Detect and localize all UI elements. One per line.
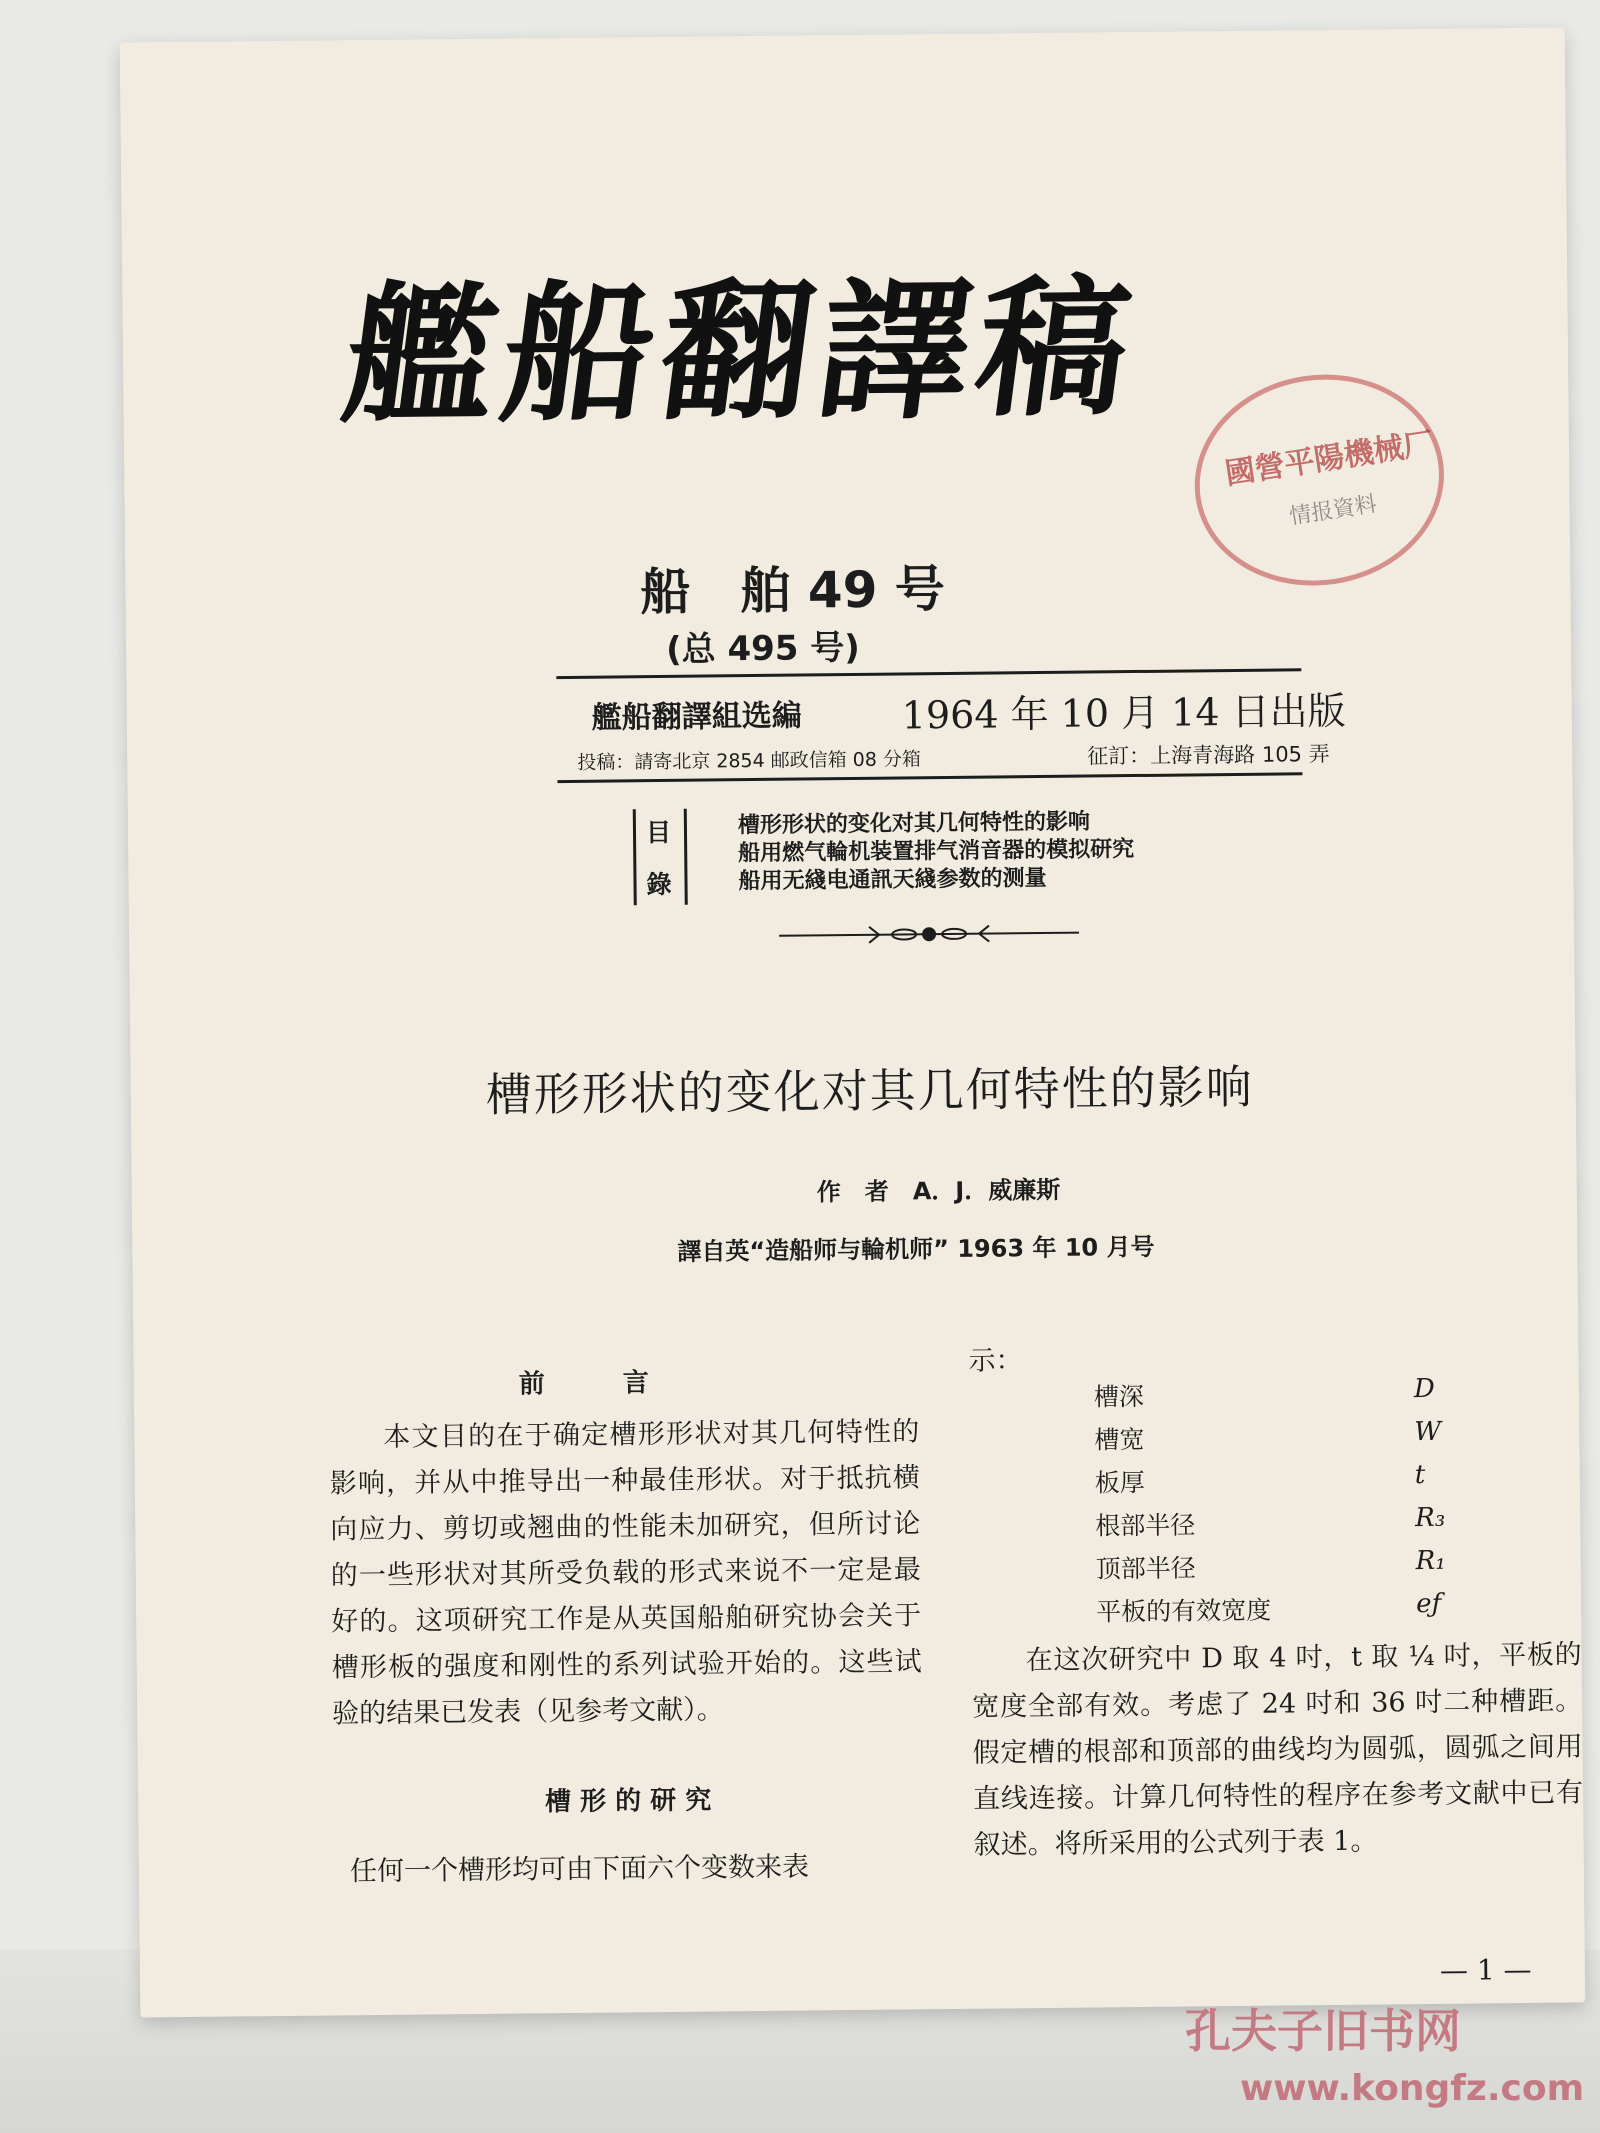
study-paragraph: 任何一个槽形均可由下面六个变数来表 [349, 1851, 810, 1888]
variable-name: 平板的有效宽度 [1096, 1595, 1272, 1627]
variable-symbol: D [1413, 1373, 1435, 1405]
variable-name: 板厚 [1094, 1467, 1146, 1498]
stamp-text: 國營平陽機械厂 [1222, 425, 1436, 492]
toc-item: 船用燃气輪机装置排气消音器的模拟研究 [738, 837, 1135, 867]
watermark-url: www.kongfz.com [1240, 2068, 1585, 2109]
issue-total: (总 495 号) [665, 627, 861, 670]
right-column [971, 1632, 1583, 1868]
ornament-divider [779, 913, 1079, 956]
article-source: 譯自英“造船师与輪机师” 1963 年 10 月号 [677, 1232, 1155, 1266]
toc-label-box [633, 809, 688, 906]
toc-label-bottom: 錄 [646, 869, 672, 900]
article-author: 作 者 A．J．威廉斯 [816, 1175, 1061, 1207]
variable-name: 根部半径 [1095, 1510, 1196, 1541]
preface-paragraph: 本文目的在于确定槽形形状对其几何特性的影响，并从中推导出一种最佳形状。对于抵抗横向应力、剪切或翘曲的性能未加研究，但所讨论的一些形状对其所受负载的形式来说不一定是最好的。这项研究工作是从英国船舶研究协会关于槽形板的强度和刚性的系列试验开始的。这些试验的结果已发表（见参考文献）。 [329, 1416, 922, 1730]
variable-symbol: R₃ [1415, 1502, 1446, 1534]
preface-heading: 前 言 [518, 1368, 649, 1400]
submission-address: 投稿：請寄北京 2854 邮政信箱 08 分箱 [577, 748, 922, 774]
page-number: — 1 — [1439, 1952, 1532, 1987]
variable-symbol: R₁ [1415, 1545, 1446, 1577]
toc-item: 槽形形状的变化对其几何特性的影响 [737, 809, 1091, 839]
library-stamp [1180, 358, 1459, 603]
left-column [329, 1409, 924, 1895]
right-paragraph: 在这次研究中 D 取 4 吋，t 取 ¼ 吋，平板的宽度全部有效。考虑了 24 吋和 36 吋二种槽距。假定槽的根部和顶部的曲线均为圆弧，圆弧之间用直线连接。计算几何特性的程序在参考文献中已有叙述。将所采用的公式列于表 1。 [972, 1639, 1584, 1861]
variable-name: 槽深 [1093, 1381, 1145, 1412]
study-heading: 槽 形 的 研 究 [544, 1785, 712, 1818]
toc-label-top: 目 [645, 817, 672, 848]
variable-symbol: eƒ [1415, 1588, 1442, 1620]
article-title: 槽形形状的变化对其几何特性的影响 [485, 1059, 1254, 1122]
stamp-subtext: 情报資料 [1287, 491, 1379, 530]
issue-number: 船 舶 49 号 [640, 560, 946, 622]
variable-name: 顶部半径 [1095, 1553, 1196, 1584]
document-page [120, 27, 1586, 2017]
toc-item: 船用无綫电通訊天綫参数的测量 [738, 865, 1047, 895]
masthead-title: 艦船翻譯稿 [334, 261, 1148, 445]
variable-name: 槽宽 [1094, 1424, 1145, 1455]
publish-date: 1964 年 10 月 14 日出版 [901, 688, 1346, 738]
publisher: 艦船翻譯組选編 [591, 698, 802, 736]
watermark-text: 孔夫子旧书网 [1185, 2004, 1461, 2058]
continuation-text: 示： [968, 1345, 1023, 1377]
variable-symbol: W [1414, 1416, 1442, 1448]
variable-symbol: t [1414, 1460, 1426, 1491]
subscription-address: 征訂：上海青海路 105 弄 [1087, 741, 1330, 769]
